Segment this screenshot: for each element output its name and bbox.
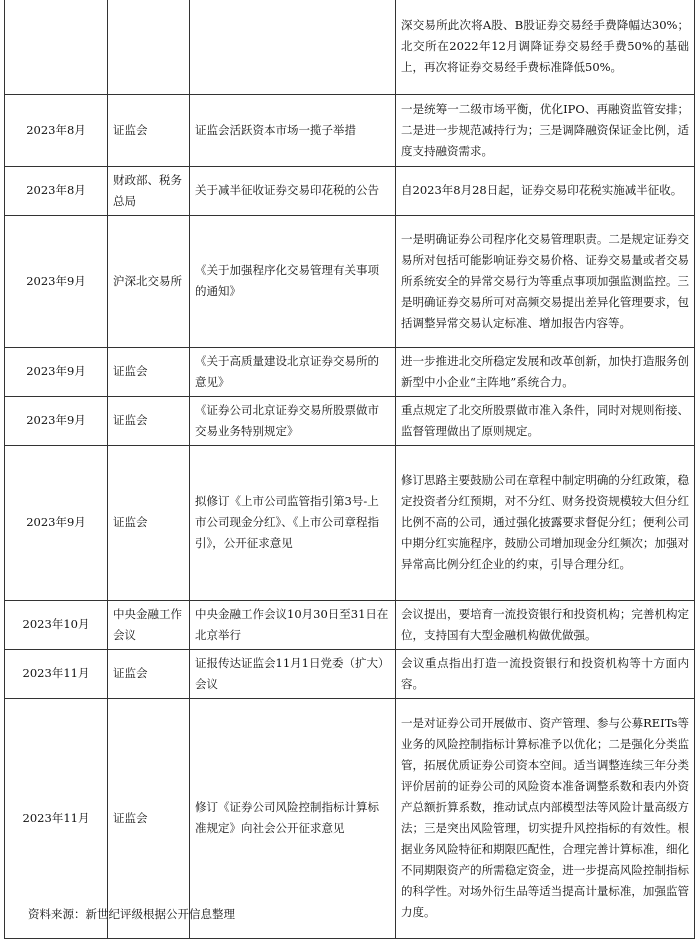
table-row [5,94,695,166]
date-cell: 2023年9月 [5,445,108,600]
org-cell: 证监会 [108,94,190,166]
policy-cell: 《关于加强程序化交易管理有关事项的通知》 [190,215,396,347]
date-cell: 2023年9月 [5,215,108,347]
org-cell: 中央金融工作会议 [108,600,190,649]
content-cell: 一是对证券公司开展做市、资产管理、参与公募REITs等业务的风险控制指标计算标准予以优化；二是强化分类监管，拓展优质证券公司资本空间。适当调整连续三年分类评价居前的证券公司的风险资本准备调整系数和表内外资产总额折算系数，推动试点内部模型法等风险计量高级方法；三是突出风险管理，切实提升风控指标的有效性。根据业务风险特征和期限匹配性，合理完善计算标准，细化不同期限资产的所需稳定资金，进一步提高风险控制指标的科学性。对场外衍生品等适当提高计量标准，加强监管力度。 [396,698,695,938]
date-cell: 2023年9月 [5,347,108,396]
policy-cell: 关于减半征收证券交易印花税的公告 [190,166,396,215]
policy-cell: 《关于高质量建设北京证券交易所的意见》 [190,347,396,396]
policy-table [4,0,695,939]
content-cell: 重点规定了北交所股票做市准入条件，同时对规则衔接、监督管理做出了原则规定。 [396,396,695,445]
date-cell: 2023年9月 [5,396,108,445]
content-cell: 会议提出，要培育一流投资银行和投资机构；完善机构定位，支持国有大型金融机构做优做强。 [396,600,695,649]
table-row [5,347,695,396]
policy-cell: 拟修订《上市公司监管指引第3号-上市公司现金分红》、《上市公司章程指引》，公开征求意见 [190,445,396,600]
table-row [5,396,695,445]
policy-cell: 《证券公司北京证券交易所股票做市交易业务特别规定》 [190,396,396,445]
content-cell: 修订思路主要鼓励公司在章程中制定明确的分红政策，稳定投资者分红预期，对不分红、财务投资规模较大但分红比例不高的公司，通过强化披露要求督促分红；便利公司中期分红实施程序，鼓励公司增加现金分红频次；加强对异常高比例分红企业的约束，引导合理分红。 [396,445,695,600]
date-cell [5,0,108,94]
policy-cell: 证报传达证监会11月1日党委（扩大）会议 [190,649,396,698]
policy-cell: 中央金融工作会议10月30日至31日在北京举行 [190,600,396,649]
content-cell: 进一步推进北交所稳定发展和改革创新，加快打造服务创新型中小企业“主阵地”系统合力。 [396,347,695,396]
date-cell: 2023年8月 [5,166,108,215]
content-cell: 会议重点指出打造一流投资银行和投资机构等十方面内容。 [396,649,695,698]
source-note: 资料来源：新世纪评级根据公开信息整理 [28,907,235,921]
policy-cell [190,0,396,94]
content-cell: 深交易所此次将A股、B股证券交易经手费降幅达30%；北交所在2022年12月调降证券交易经手费50%的基础上，再次将证券交易经手费标准降低50%。 [396,0,695,94]
table-row [5,0,695,94]
date-cell: 2023年8月 [5,94,108,166]
date-cell: 2023年10月 [5,600,108,649]
org-cell: 证监会 [108,698,190,938]
table-row [5,166,695,215]
org-cell: 证监会 [108,445,190,600]
table-row [5,215,695,347]
policy-cell: 证监会活跃资本市场一揽子举措 [190,94,396,166]
content-cell: 一是统筹一二级市场平衡，优化IPO、再融资监管安排；二是进一步规范减持行为；三是调降融资保证金比例，适度支持融资需求。 [396,94,695,166]
table-row [5,649,695,698]
org-cell [108,0,190,94]
date-cell: 2023年11月 [5,649,108,698]
table-row [5,445,695,600]
table-row [5,698,695,938]
table-row [5,600,695,649]
date-cell: 2023年11月 [5,698,108,938]
org-cell: 证监会 [108,347,190,396]
policy-cell: 修订《证券公司风险控制指标计算标准规定》向社会公开征求意见 [190,698,396,938]
content-cell: 自2023年8月28日起，证券交易印花税实施减半征收。 [396,166,695,215]
org-cell: 证监会 [108,396,190,445]
content-cell: 一是明确证券公司程序化交易管理职责。二是规定证券交易所对包括可能影响证券交易价格、证券交易量或者交易所系统安全的异常交易行为等重点事项加强监测监控。三是明确证券交易所可对高频交易提出差异化管理要求，包括调整异常交易认定标准、增加报告内容等。 [396,215,695,347]
org-cell: 财政部、税务总局 [108,166,190,215]
org-cell: 证监会 [108,649,190,698]
org-cell: 沪深北交易所 [108,215,190,347]
